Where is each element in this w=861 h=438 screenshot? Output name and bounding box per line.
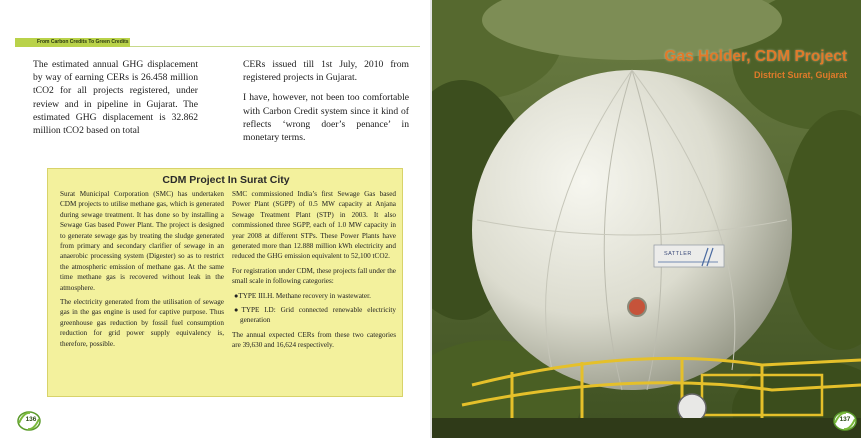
nameplate-text: SATTLER [664,251,692,257]
box-column-2 [232,189,396,351]
box-paragraph: The annual expected CERs from these two categories are 39,630 and 16,624 respectively. [232,330,396,350]
box-paragraph: For registration under CDM, these projects fall under the small scale in following categories: [232,266,396,286]
left-page [0,0,430,438]
header-rule [130,46,420,47]
page-number-badge-right [832,410,858,432]
page-number: 136 [25,416,37,423]
cdm-project-box [47,168,403,397]
box-paragraph: SMC commissioned India’s first Sewage Gas based Power Plant (SGPP) of 0.5 MW capacity at Anjana Sewage Treatment Plant (STP) in 2003. It also commissioned three SGPP, each of 1.0 MW capacity in year 2008 at different STPs. These Power Plants have generated more than 12.888 million kWh electricity and reduced the GHG emission equivalent to 52,100 tCO2. [232,190,396,261]
box-column-1 [60,189,224,349]
intro-column-2 [243,58,409,144]
box-paragraph: The electricity generated from the utilisation of sewage gas in the gas engine is used for captive purpose. Thus greenhouse gas reduction by fossil fuel consumption reduction for grid power supply equivalency is, therefore, possible. [60,298,224,348]
box-title: CDM Project In Surat City [162,174,290,186]
page-number: 137 [839,416,851,423]
intro-paragraph-1: CERs issued till 1st July, 2010 from registered projects in Gujarat. [243,59,409,84]
box-paragraph: Surat Municipal Corporation (SMC) has undertaken CDM projects to utilise methane gas, which is generated during sewage treatment. It has done so by installing a Sewage Gas based Power Plant. The project is designed to generate sewage gas by treating the sludge generated from primary and secondary clarifier of sewage in an anaerobic processing system (Digester) so as to restrict the atmospheric emission of methane gas. At the same time methane gas is recovered without leak in the atmosphere. [60,190,224,292]
running-header: From Carbon Credits To Green Credits [15,38,130,47]
intro-paragraph-2: I have, however, not been too comfortable with Carbon Credit system since it kind of reflects ‘wrong doer’s penance’ in monetary terms. [243,92,409,144]
photo-title: Gas Holder, CDM Project [664,48,847,65]
bullet-item: ●TYPE III.H. Methane recovery in wastewater. [234,291,371,300]
page-number-badge-left [16,410,42,432]
bullet-item: ●TYPE I.D: Grid connected renewable electricity generation [234,306,396,325]
photo-subtitle: District Surat, Gujarat [753,70,847,80]
right-page [432,0,861,438]
intro-column-1: The estimated annual GHG displacement by way of earning CERs is 26.458 million tCO2 for all projects registered, under review and in pipeline in Gujarat. The estimated GHG displacement is 32.862 million tCO2 based on total [33,59,198,137]
